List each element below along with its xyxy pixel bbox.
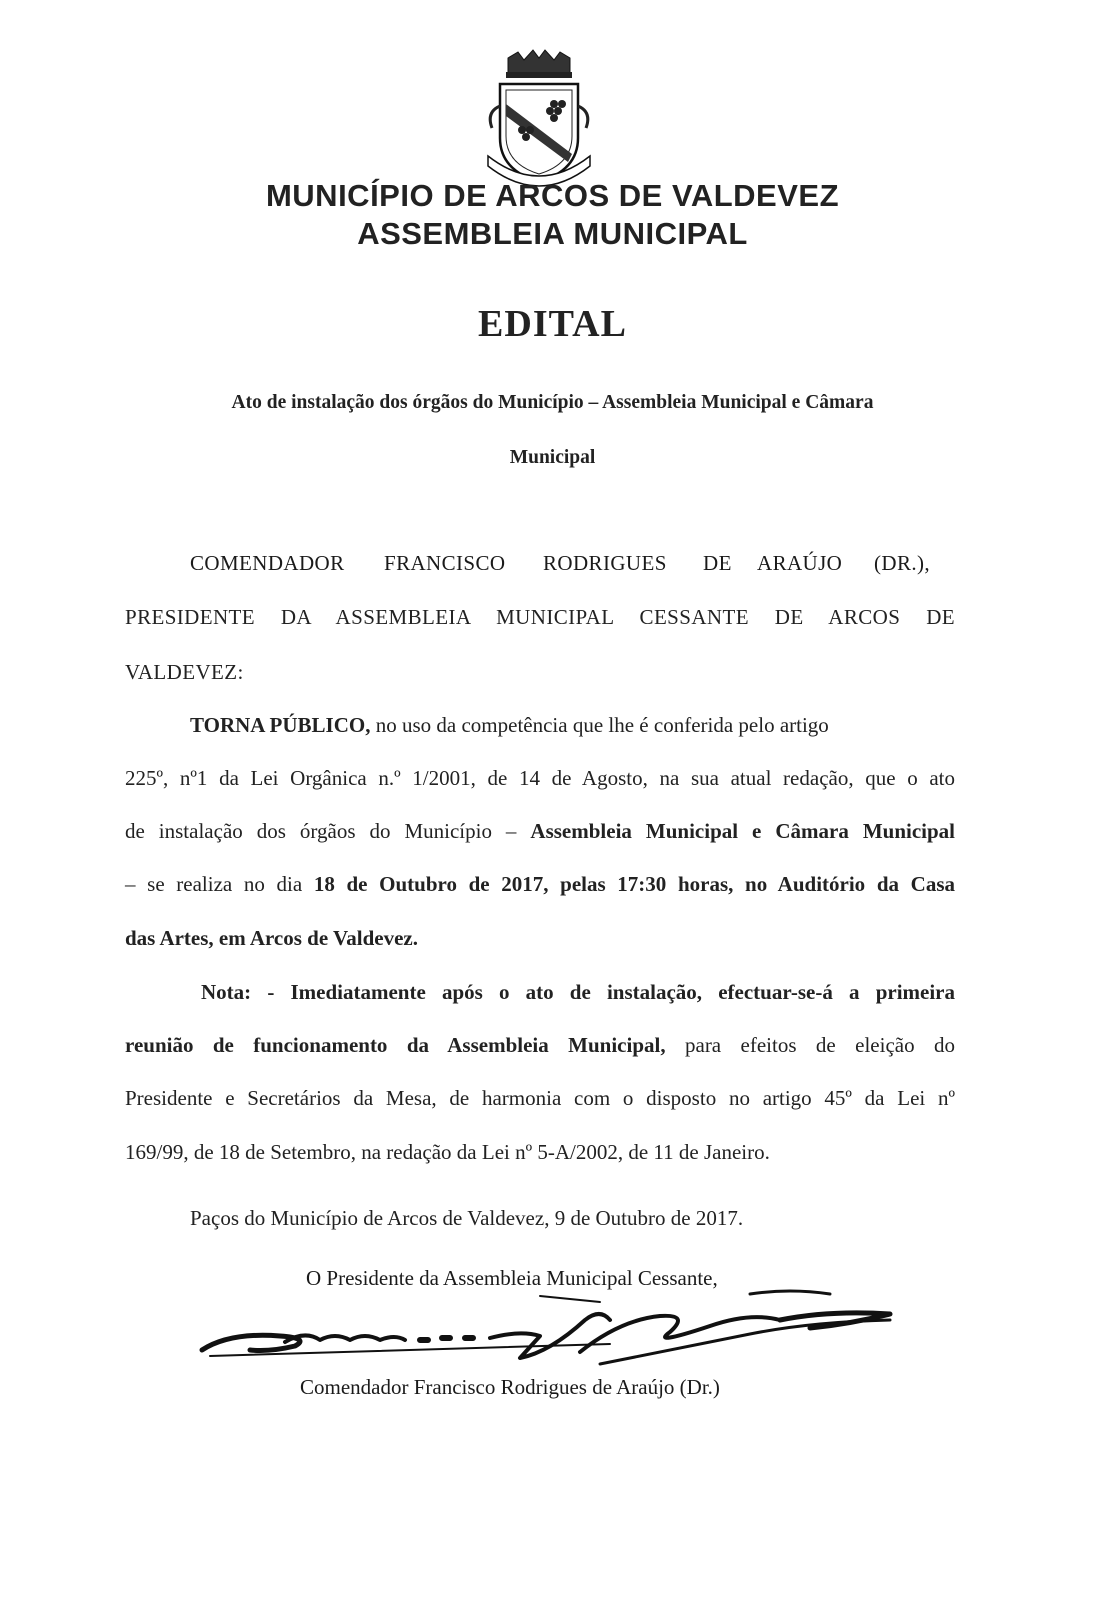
body-line [190,713,955,738]
addressee-word: ARAÚJO [757,551,843,575]
signatory-name: Comendador Francisco Rodrigues de Araújo (Dr.) [300,1375,720,1399]
signature-label: O Presidente da Assembleia Municipal Cessante, [306,1266,718,1290]
body-text: – se realiza no dia [125,872,314,896]
document-title: EDITAL [478,303,627,345]
subject-line-1: Ato de instalação dos órgãos do Município – Assembleia Municipal e Câmara [231,392,874,413]
meeting-venue: das Artes, em Arcos de Valdevez. [125,926,419,950]
body-line [125,872,955,897]
assembly-title: ASSEMBLEIA MUNICIPAL [357,216,748,251]
note-line: 169/99, de 18 de Setembro, na redação da Lei nº 5-A/2002, de 11 de Janeiro. [125,1140,770,1164]
body-text: de instalação dos órgãos do Município – [125,819,531,843]
meeting-datetime: 18 de Outubro de 2017, pelas 17:30 horas, no Auditório da Casa [313,872,955,896]
addressee-word: RODRIGUES [543,551,667,575]
addressee-word: (DR.), [874,551,931,575]
municipality-title: MUNICÍPIO DE ARCOS DE VALDEVEZ [265,178,840,213]
note-line [201,980,955,1005]
body-text: no uso da competência que lhe é conferida pelo artigo [370,713,829,737]
body-line [125,819,955,844]
addressee-word: COMENDADOR [190,551,345,575]
addressee-word: FRANCISCO [384,551,506,575]
announcement-lead: TORNA PÚBLICO, [190,713,371,737]
municipal-crest-icon [478,46,600,188]
note-line [125,1033,955,1058]
addressee-word: DE [703,551,732,575]
addressee-line-3: VALDEVEZ: [125,660,244,684]
body-line [125,926,955,951]
note-bold-text: Imediatamente após o ato de instalação, efectuar-se-á a primeira [290,980,955,1004]
addressee-line-2: PRESIDENTE DA ASSEMBLEIA MUNICIPAL CESSANTE DE ARCOS DE [125,605,955,629]
note-label: Nota: - [201,980,291,1004]
note-line: Presidente e Secretários da Mesa, de harmonia com o disposto no artigo 45º da Lei nº [125,1086,955,1110]
subject-line-2: Municipal [509,447,596,468]
handwritten-signature [190,1280,910,1390]
body-bold-text: Assembleia Municipal e Câmara Municipal [530,819,955,843]
note-bold-text: reunião de funcionamento da Assembleia Municipal, [125,1033,666,1057]
body-line: 225º, nº1 da Lei Orgânica n.º 1/2001, de 14 de Agosto, na sua atual redação, que o ato [125,766,955,790]
note-text: para efeitos de eleição do [665,1033,955,1057]
place-date: Paços do Município de Arcos de Valdevez, 9 de Outubro de 2017. [190,1206,744,1230]
